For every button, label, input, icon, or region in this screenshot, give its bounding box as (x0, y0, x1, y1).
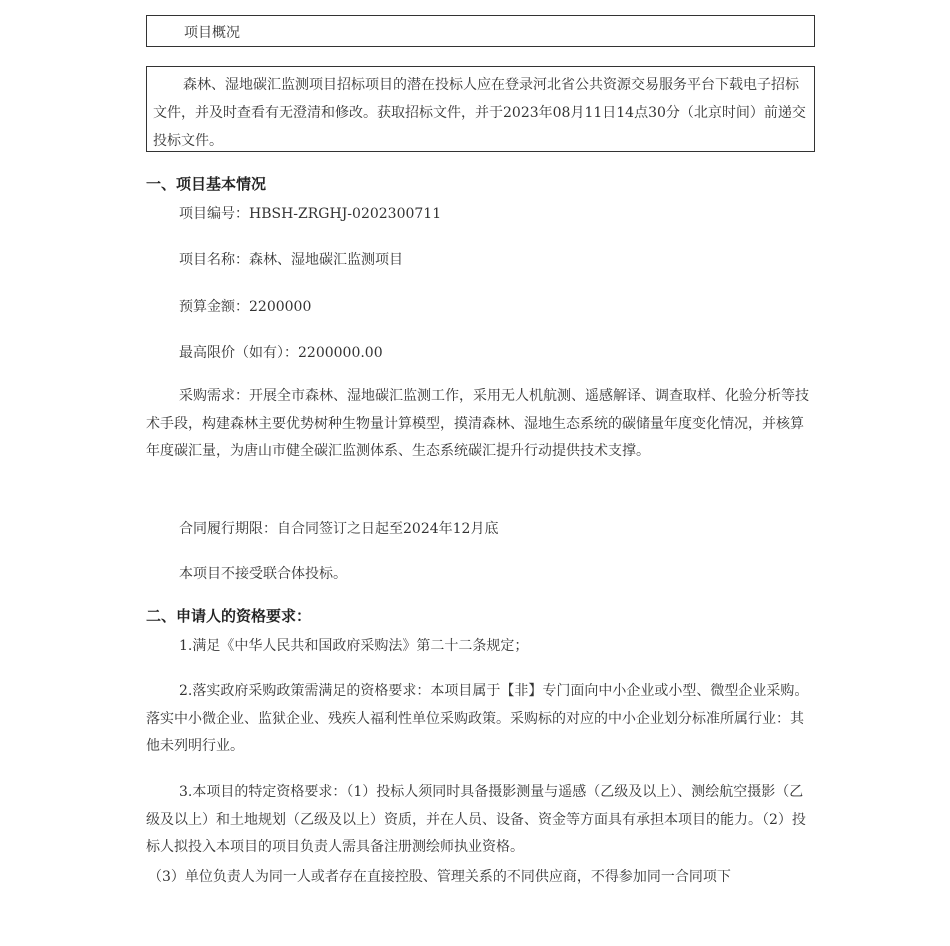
procurement-requirement: 采购需求：开展全市森林、湿地碳汇监测工作，采用无人机航测、遥感解译、调查取样、化验分析等技术手段，构建森林主要优势树种生物量计算模型，摸清森林、湿地生态系统的碳储量年度变化情况，并核算年度碳汇量，为唐山市健全碳汇监测体系、生态系统碳汇提升行动提供技术支撑。 (146, 388, 809, 459)
qualification-2: 2.落实政府采购政策需满足的资格要求：本项目属于【非】专门面向中小企业或小型、微型企业采购。落实中小微企业、监狱企业、残疾人福利性单位采购政策。采购标的对应的中小企业划分标准所属行业：其他未列明行业。 (146, 683, 809, 754)
notice-text: 森林、湿地碳汇监测项目招标项目的潜在投标人应在登录河北省公共资源交易服务平台下载电子招标文件，并及时查看有无澄清和修改。获取招标文件，并于2023年08月11日14点30分（北京时间）前递交投标文件。 (153, 77, 806, 149)
qualification-3-continued: （3）单位负责人为同一人或者存在直接控股、管理关系的不同供应商，不得参加同一合同项下 (148, 869, 731, 885)
overview-title: 项目概况 (184, 25, 240, 41)
project-number: 项目编号：HBSH-ZRGHJ-0202300711 (179, 206, 442, 222)
qualification-1: 1.满足《中华人民共和国政府采购法》第二十二条规定； (179, 638, 529, 654)
budget-amount: 预算金额：2200000 (179, 299, 312, 315)
consortium-note: 本项目不接受联合体投标。 (179, 566, 347, 582)
contract-period: 合同履行期限：自合同签订之日起至2024年12月底 (179, 521, 499, 537)
qualification-3: 3.本项目的特定资格要求：（1）投标人须同时具备摄影测量与遥感（乙级及以上）、测绘航空摄影（乙级及以上）和土地规划（乙级及以上）资质，并在人员、设备、资金等方面具有承担本项目的能力。（2）投标人拟投入本项目的项目负责人需具备注册测绘师执业资格。 (146, 784, 806, 855)
section1-heading: 一、项目基本情况 (146, 175, 267, 193)
section2-heading: 二、申请人的资格要求： (146, 607, 312, 625)
overview-box (146, 15, 815, 47)
max-price: 最高限价（如有）：2200000.00 (179, 345, 383, 361)
project-name: 项目名称：森林、湿地碳汇监测项目 (179, 252, 403, 268)
notice-box (146, 66, 815, 152)
